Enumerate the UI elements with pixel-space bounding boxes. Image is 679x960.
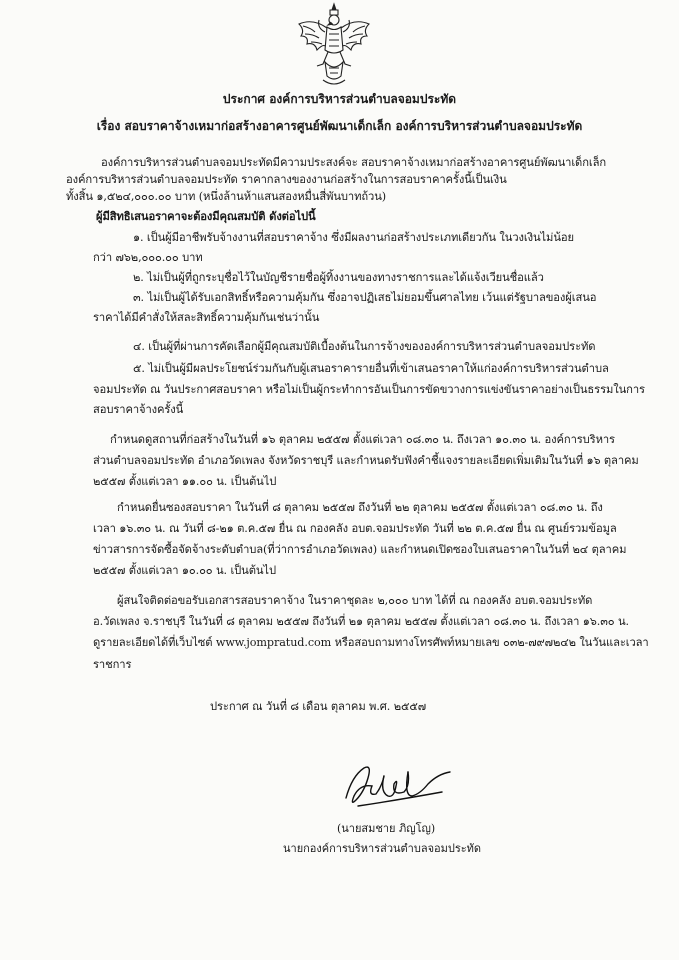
- qualification-5: ๕. ไม่เป็นผู้มีผลประโยชน์ร่วมกันกับผู้เสนอราคารายอื่นที่เข้าเสนอราคาให้แก่องค์การบริหารส่วนตำบล: [133, 362, 609, 375]
- qualification-2: ๒. ไม่เป็นผู้ที่ถูกระบุชื่อไว้ในบัญชีรายชื่อผู้ทิ้งงานของทางราชการและได้แจ้งเวียนชื่อแล้ว: [133, 271, 544, 284]
- announcement-subject: เรื่อง สอบราคาจ้างเหมาก่อสร้างอาคารศูนย์พัฒนาเด็กเล็ก องค์การบริหารส่วนตำบลจอมประทัด: [96, 119, 583, 133]
- qualification-heading: ผู้มีสิทธิเสนอราคาจะต้องมีคุณสมบัติ ดังต่อไปนี้: [96, 209, 316, 223]
- signer-title: นายกองค์การบริหารส่วนตำบลจอมประทัด: [283, 842, 482, 855]
- submission-end: ๒๕๕๗ ตั้งแต่เวลา ๑๐.๐๐ น. เป็นต้นไป: [93, 564, 276, 577]
- qualification-3: ๓. ไม่เป็นผู้ได้รับเอกสิทธิ์หรือความคุ้มกัน ซึ่งอาจปฏิเสธไม่ยอมขึ้นศาลไทย เว้นแต่รัฐบาลของผู้เสนอ: [133, 291, 597, 304]
- documents-contact: ดูรายละเอียดได้ที่เว็บไซต์ www.jompratud.com หรือสอบถามทางโทรศัพท์หมายเลข ๐๓๒-๗๙๗๒๔๒ ในวันและเวลา: [93, 636, 649, 649]
- qualification-4: ๔. เป็นผู้ที่ผ่านการคัดเลือกผู้มีคุณสมบัติเบื้องต้นในการจ้างขององค์การบริหารส่วนตำบลจอมประทัด: [133, 340, 596, 353]
- site-visit-cont: ส่วนตำบลจอมประทัด อำเภอวัดเพลง จังหวัดราชบุรี และกำหนดรับฟังคำชี้แจงรายละเอียดเพิ่มเติมในวันที่ ๑๖ ตุลาคม: [93, 454, 639, 467]
- garuda-emblem-icon: [295, 2, 373, 88]
- announcement-date: ประกาศ ณ วันที่ ๘ เดือน ตุลาคม พ.ศ. ๒๕๕๗: [210, 700, 427, 713]
- announcement-title: ประกาศ องค์การบริหารส่วนตำบลจอมประทัด: [222, 92, 457, 106]
- documents-paragraph: ผู้สนใจติดต่อขอรับเอกสารสอบราคาจ้าง ในราคาชุดละ ๒,๐๐๐ บาท ได้ที่ ณ กองคลัง อบต.จอมประทัด: [117, 594, 593, 607]
- submission-cont: เวลา ๑๖.๓๐ น. ณ วันที่ ๘-๒๑ ต.ค.๕๗ ยื่น ณ กองคลัง อบต.จอมประทัด วันที่ ๒๒ ต.ค.๕๗ ยื่น ณ ศูนย์รวมข้อมูล: [93, 522, 617, 535]
- signer-name: (นายสมชาย ภิญโญ): [337, 822, 436, 835]
- submission-cont-2: ข่าวสารการจัดซื้อจัดจ้างระดับตำบล(ที่ว่าการอำเภอวัดเพลง) และกำหนดเปิดซองใบเสนอราคาในวันที่ ๒๔ ตุลาคม: [93, 543, 627, 556]
- qualification-3-cont: ราคาได้มีคำสั่งให้สละสิทธิ์ความคุ้มกันเช่นว่านั้น: [93, 311, 320, 324]
- body-line-2: องค์การบริหารส่วนตำบลจอมประทัด ราคากลางของงานก่อสร้างในการสอบราคาครั้งนี้เป็นเงิน: [66, 173, 507, 186]
- documents-cont: อ.วัดเพลง จ.ราชบุรี ในวันที่ ๘ ตุลาคม ๒๕๕๗ ถึงวันที่ ๒๑ ตุลาคม ๒๕๕๗ ตั้งแต่เวลา ๐๘.๓๐ น. ถึงเวลา ๑๖.๓๐ น.: [93, 615, 629, 628]
- qualification-1-cont: กว่า ๗๖๒,๐๐๐.๐๐ บาท: [93, 251, 203, 264]
- body-line-1: องค์การบริหารส่วนตำบลจอมประทัดมีความประสงค์จะ สอบราคาจ้างเหมาก่อสร้างอาคารศูนย์พัฒนาเด็กเล็ก: [101, 156, 607, 169]
- site-visit-paragraph: กำหนดดูสถานที่ก่อสร้างในวันที่ ๑๖ ตุลาคม ๒๕๕๗ ตั้งแต่เวลา ๐๘.๓๐ น. ถึงเวลา ๑๐.๓๐ น. องค์การบริหาร: [110, 433, 615, 446]
- qualification-5-cont: จอมประทัด ณ วันประกาศสอบราคา หรือไม่เป็นผู้กระทำการอันเป็นการขัดขวางการแข่งขันราคาอย่างเป็นธรรมในการ: [93, 383, 645, 396]
- documents-end: ราชการ: [93, 658, 132, 671]
- qualification-1: ๑. เป็นผู้มีอาชีพรับจ้างงานที่สอบราคาจ้าง ซึ่งมีผลงานก่อสร้างประเภทเดียวกัน ในวงเงินไม่น้อย: [133, 231, 574, 244]
- body-line-3: ทั้งสิ้น ๑,๕๒๔,๐๐๐.๐๐ บาท (หนึ่งล้านห้าแสนสองหมื่นสี่พันบาทถ้วน): [66, 190, 387, 203]
- site-visit-end: ๒๕๕๗ ตั้งแต่เวลา ๑๑.๐๐ น. เป็นต้นไป: [93, 475, 277, 488]
- handwritten-signature: [338, 756, 458, 814]
- submission-paragraph: กำหนดยื่นซองสอบราคา ในวันที่ ๘ ตุลาคม ๒๕๕๗ ถึงวันที่ ๒๒ ตุลาคม ๒๕๕๗ ตั้งแต่เวลา ๐๘.๓๐ น. ถึง: [117, 501, 603, 514]
- qualification-5-end: สอบราคาจ้างครั้งนี้: [93, 403, 184, 416]
